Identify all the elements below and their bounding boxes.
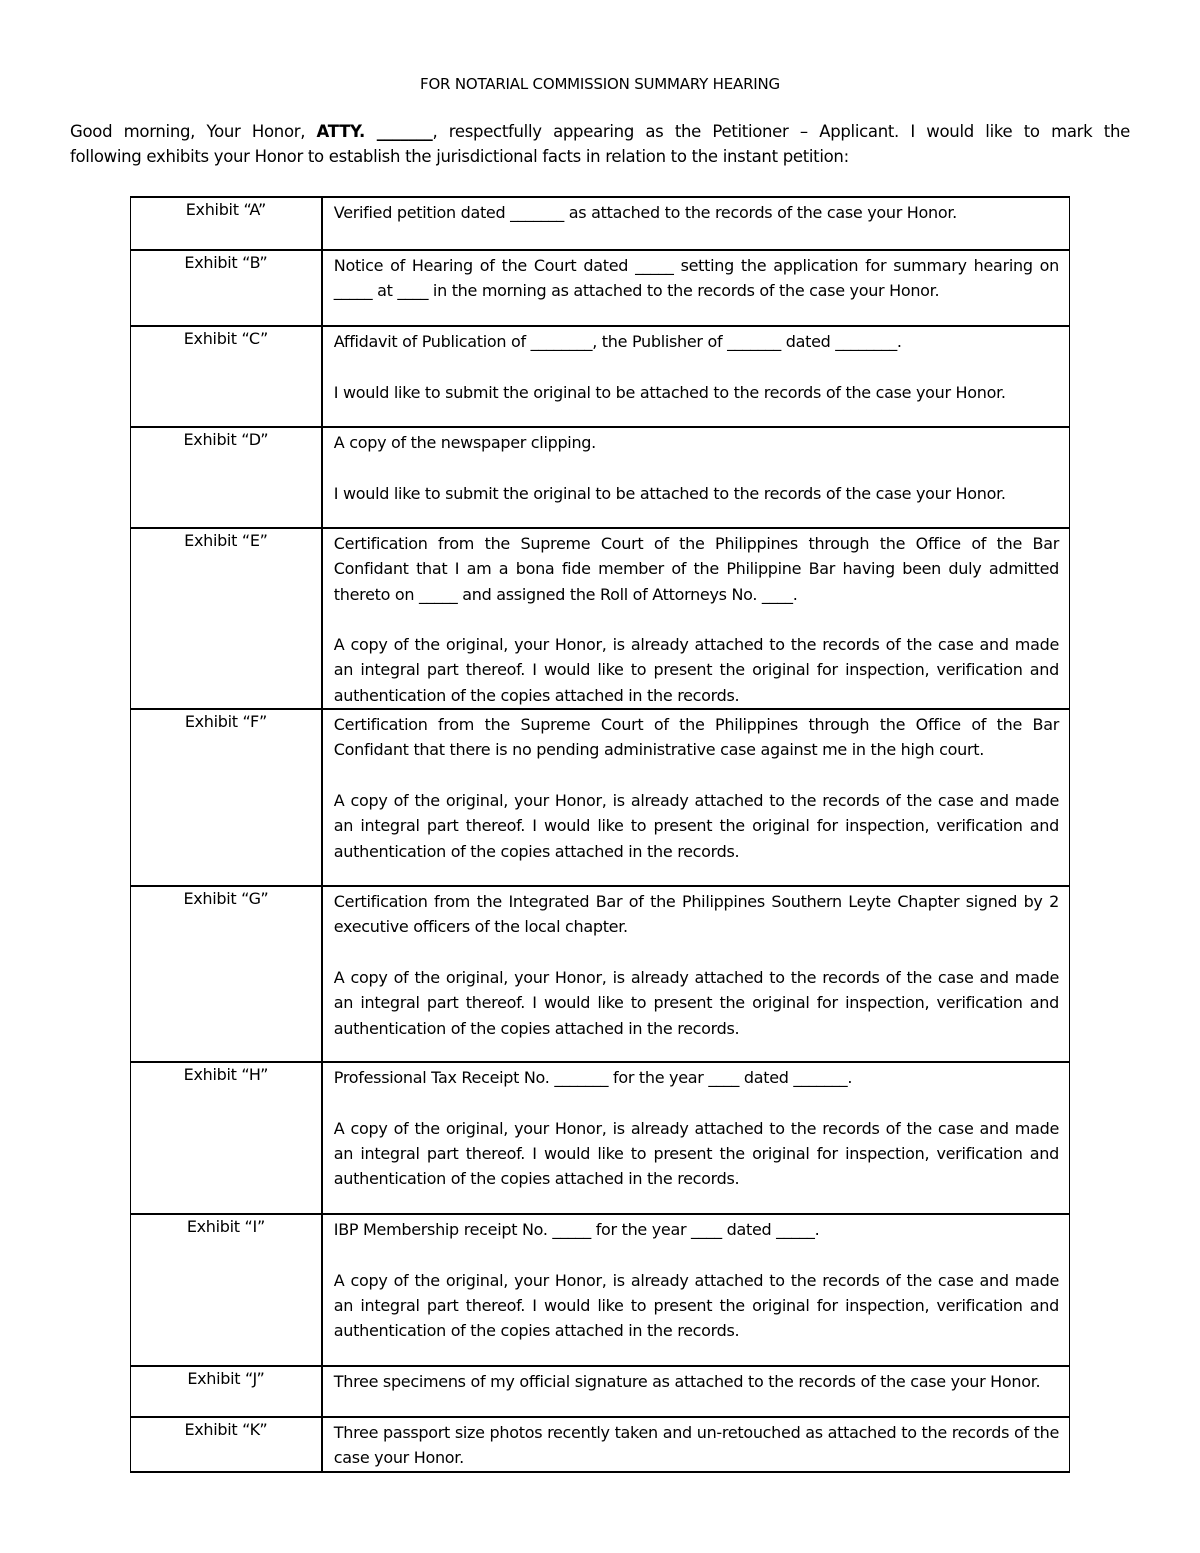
intro-paragraph [70, 119, 1130, 169]
exhibit-description [322, 1062, 1070, 1214]
table-row [131, 1417, 1070, 1472]
intro-line-2: following exhibits your Honor to establish the jurisdictional facts in relation to the instant petition: [70, 147, 849, 166]
exhibit-description [322, 1417, 1070, 1472]
exhibit-label: Exhibit “D” [131, 427, 322, 528]
table-row [131, 709, 1070, 886]
exhibit-paragraph: Professional Tax Receipt No. _______ for the year ____ dated _______. [333, 1068, 853, 1088]
exhibit-paragraph: Three passport size photos recently taken and un-retouched as attached to the records of the case your Honor. [333, 1423, 1059, 1468]
table-row [131, 528, 1070, 709]
table-row [131, 197, 1070, 250]
exhibit-paragraph: A copy of the original, your Honor, is already attached to the records of the case and made an integral part thereof. I would like to present the original for inspection, verification and authentication of the copies attached in the records. [333, 790, 1059, 861]
exhibit-label: Exhibit “K” [131, 1417, 322, 1472]
table-row [131, 1062, 1070, 1214]
intro-greeting: Good morning, Your Honor, [70, 122, 317, 141]
exhibit-label: Exhibit “F” [131, 709, 322, 886]
exhibit-label: Exhibit “B” [131, 250, 322, 326]
intro-atty: ATTY. _______ [316, 122, 433, 141]
document-title: FOR NOTARIAL COMMISSION SUMMARY HEARING [420, 75, 780, 93]
exhibit-description [322, 709, 1070, 886]
exhibit-paragraph: Notice of Hearing of the Court dated _____ setting the application for summary hearing on _____ at ____ in the morning as attached to the records of the case your Honor. [333, 256, 1059, 301]
exhibit-description [322, 427, 1070, 528]
table-row [131, 427, 1070, 528]
exhibit-description [322, 197, 1070, 250]
exhibit-paragraph: Verified petition dated _______ as attached to the records of the case your Honor. [333, 203, 957, 222]
exhibits-table [130, 196, 1070, 1473]
exhibit-paragraph: Certification from the Integrated Bar of the Philippines Southern Leyte Chapter signed by 2 executive officers of the local chapter. [333, 892, 1059, 937]
intro-rest: , respectfully appearing as the Petitioner – Applicant. I would like to mark the [432, 122, 1130, 141]
table-row [131, 1214, 1070, 1366]
exhibit-paragraph: I would like to submit the original to be attached to the records of the case your Honor. [333, 483, 1006, 503]
exhibit-description [322, 1214, 1070, 1366]
exhibit-description [322, 326, 1070, 427]
exhibit-description [322, 886, 1070, 1062]
exhibit-paragraph: A copy of the newspaper clipping. [333, 433, 596, 452]
exhibit-description [322, 1366, 1070, 1417]
exhibit-paragraph: A copy of the original, your Honor, is already attached to the records of the case and made an integral part thereof. I would like to present the original for inspection, verification and authentication of the copies attached in the records. [333, 1270, 1059, 1341]
exhibit-paragraph: A copy of the original, your Honor, is already attached to the records of the case and made an integral part thereof. I would like to present the original for inspection, verification and authentication of the copies attached in the records. [333, 1118, 1059, 1189]
exhibit-label: Exhibit “E” [131, 528, 322, 709]
exhibit-paragraph: Certification from the Supreme Court of the Philippines through the Office of the Bar Confidant that I am a bona fide member of the Philippine Bar having been duly admitted thereto on _____ and assigned the Roll of Attorneys No. ____. [333, 534, 1059, 604]
exhibit-label: Exhibit “J” [131, 1366, 322, 1417]
exhibit-paragraph: Certification from the Supreme Court of the Philippines through the Office of the Bar Confidant that there is no pending administrative case against me in the high court. [333, 715, 1059, 760]
exhibit-label: Exhibit “I” [131, 1214, 322, 1366]
table-row [131, 1366, 1070, 1417]
exhibit-description [322, 528, 1070, 709]
exhibit-paragraph: A copy of the original, your Honor, is already attached to the records of the case and made an integral part thereof. I would like to present the original for inspection, verification and authentication of the copies attached in the records. [333, 967, 1059, 1038]
exhibit-label: Exhibit “G” [131, 886, 322, 1062]
exhibit-paragraph: IBP Membership receipt No. _____ for the year ____ dated _____. [333, 1220, 820, 1240]
exhibit-label: Exhibit “A” [131, 197, 322, 250]
table-row [131, 886, 1070, 1062]
exhibit-description [322, 250, 1070, 326]
exhibit-paragraph: A copy of the original, your Honor, is already attached to the records of the case and made an integral part thereof. I would like to present the original for inspection, verification and authentication of the copies attached in the records. [333, 635, 1059, 705]
exhibit-paragraph: Affidavit of Publication of ________, the Publisher of _______ dated ________. [333, 332, 902, 351]
exhibit-label: Exhibit “C” [131, 326, 322, 427]
exhibit-label: Exhibit “H” [131, 1062, 322, 1214]
intro-line-1 [70, 119, 1130, 144]
table-row [131, 326, 1070, 427]
exhibit-paragraph: I would like to submit the original to be attached to the records of the case your Honor. [333, 382, 1006, 402]
table-row [131, 250, 1070, 326]
exhibit-paragraph: Three specimens of my official signature as attached to the records of the case your Honor. [333, 1372, 1041, 1392]
